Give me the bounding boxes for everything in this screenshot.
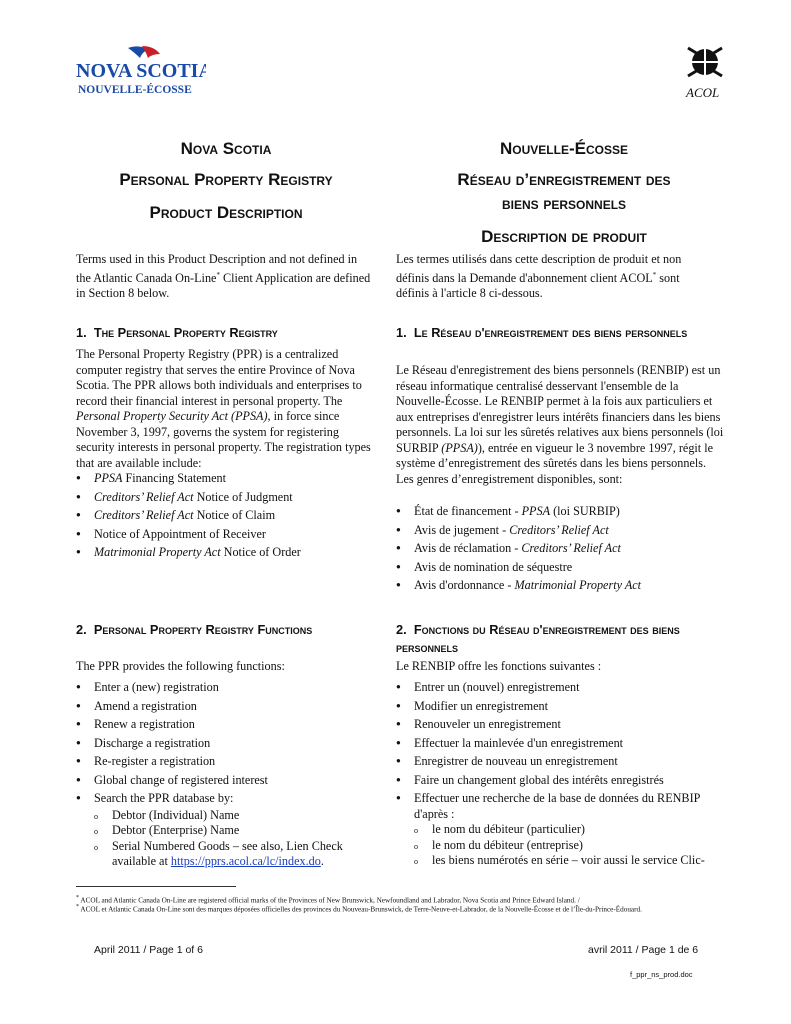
footnote-fr: * ACOL et Atlantic Canada On-Line sont des marques déposées officielles des provinces du Nouveau-Brunswick, de Terre-Neuve-et-Labrador, de la Nouvelle-Écosse et de l’Île-du-Prince-Édouard. xyxy=(76,904,642,914)
intro-fr: Les termes utilisés dans cette description de produit et non définis dans la Demande d'abonnement client ACOL* sont définis à l'article 8 ci-dessous. xyxy=(396,252,682,301)
list-item: ● Amend a registration xyxy=(76,697,376,716)
list-item: ● Global change of registered interest xyxy=(76,771,376,790)
list-item: ● Enregistrer de nouveau un enregistrement xyxy=(396,752,726,771)
list-item: ● Effectuer la mainlevée d'un enregistrement xyxy=(396,734,726,753)
list-item: o Serial Numbered Goods – see also, Lien Check available at https://pprs.acol.ca/lc/index.do. xyxy=(94,839,376,870)
section1-heading-fr: 1. Le Réseau d'enregistrement des biens personnels xyxy=(396,325,688,340)
list-item: ● Notice of Appointment of Receiver xyxy=(76,525,376,544)
list-item: ● Creditors’ Relief Act Notice of Judgment xyxy=(76,488,376,507)
page-footer-fr: avril 2011 / Page 1 de 6 xyxy=(588,944,699,956)
list-item: o le nom du débiteur (particulier) xyxy=(414,822,726,838)
section2-heading-fr: 2. Fonctions du Réseau d'enregistrement des biens personnels xyxy=(396,622,680,655)
section2-paragraph-en: The PPR provides the following functions: xyxy=(76,659,285,673)
functions-list-fr xyxy=(396,678,726,869)
list-item: o les biens numérotés en série – voir aussi le service Clic- xyxy=(414,853,726,869)
list-item: ● Effectuer une recherche de la base de données du RENBIP d'après : o le nom du débiteur (particulier) o le nom du débiteur (entreprise) o les biens numérotés en série – voir aussi le service Clic- xyxy=(396,789,726,869)
list-item: ● Entrer un (nouvel) enregistrement xyxy=(396,678,726,697)
section2-heading-en: 2. Personal Property Registry Functions xyxy=(76,622,313,637)
list-item: ● Avis de jugement - Creditors’ Relief Act xyxy=(396,521,726,540)
file-name: f_ppr_ns_prod.doc xyxy=(630,970,693,979)
page-footer-en: April 2011 / Page 1 of 6 xyxy=(94,944,203,956)
section2-paragraph-fr: Le RENBIP offre les fonctions suivantes : xyxy=(396,659,602,673)
logo-ns-bottom: NOUVELLE-ÉCOSSE xyxy=(78,84,192,96)
acol-logo xyxy=(680,42,730,100)
title-en-line1: Nova Scotia xyxy=(180,139,272,158)
title-fr-line3: Description de produit xyxy=(481,227,647,246)
list-item: ● Enter a (new) registration xyxy=(76,678,376,697)
list-item: ● PPSA Financing Statement xyxy=(76,469,376,488)
list-item: o le nom du débiteur (entreprise) xyxy=(414,838,726,854)
logo-acol-text: ACOL xyxy=(686,85,720,100)
list-item: ● Renew a registration xyxy=(76,715,376,734)
section1-heading-en: 1. The Personal Property Registry xyxy=(76,325,278,340)
list-item: ● Discharge a registration xyxy=(76,734,376,753)
list-item: ● Matrimonial Property Act Notice of Order xyxy=(76,543,376,562)
title-en-line3: Product Description xyxy=(149,203,303,222)
functions-list-en xyxy=(76,678,376,870)
list-item: ● Avis de nomination de séquestre xyxy=(396,558,726,577)
list-item: ● Avis de réclamation - Creditors’ Relief Act xyxy=(396,539,726,558)
list-item: ● Re-register a registration xyxy=(76,752,376,771)
section1-paragraph-fr: Le Réseau d'enregistrement des biens personnels (RENBIP) est un réseau informatique centralisé desservant l'ensemble de la Nouvelle-Écosse. Le RENBIP permet à la fois aux particuliers et aux entreprises d'enregistrer leurs intérêts financiers dans les biens personnels. La loi sur les sûretés relatives aux biens personnels (loi SURBIP (PPSA)), entrée en vigueur le 3 novembre 1997, régit le système d’enregistrement des sûretés dans les biens personnels. Les genres d’enregistrement disponibles, sont: xyxy=(396,363,724,486)
list-item: ● Modifier un enregistrement xyxy=(396,697,726,716)
section1-paragraph-en: The Personal Property Registry (PPR) is a centralized computer registry that serves the entire Province of Nova Scotia. The PPR allows both individuals and enterprises to record their financial interest in personal property. The Personal Property Security Act (PPSA), in force since November 3, 1997, governs the system for registering security interests in personal property. The registration types that are available include: xyxy=(76,347,371,470)
list-item: ● Search the PPR database by: o Debtor (Individual) Name o Debtor (Enterprise) Name o Serial Numbered Goods – see also, Lien Check available at https://pprs.acol.ca/lc/index.do. xyxy=(76,789,376,870)
search-options-list-fr xyxy=(414,822,726,869)
list-item: ● Renouveler un enregistrement xyxy=(396,715,726,734)
title-fr-line2b: biens personnels xyxy=(501,194,627,213)
title-fr-line2: Réseau d’enregistrement des xyxy=(457,170,671,189)
lien-check-link[interactable]: https://pprs.acol.ca/lc/index.do xyxy=(170,854,321,868)
list-item: ● Creditors’ Relief Act Notice of Claim xyxy=(76,506,376,525)
footnote-en: * ACOL and Atlantic Canada On-Line are registered official marks of the Provinces of New Brunswick, Newfoundland and Labrador, Nova Scotia and Prince Edward Island. / xyxy=(76,895,580,905)
list-item: ● Faire un changement global des intérêts enregistrés xyxy=(396,771,726,790)
logo-ns-top: NOVA SCOTIA xyxy=(76,60,206,82)
title-fr-line1: Nouvelle-Écosse xyxy=(500,139,628,158)
list-item: ● État de financement - PPSA (loi SURBIP) xyxy=(396,502,726,521)
list-item: o Debtor (Enterprise) Name xyxy=(94,823,376,839)
intro-en: Terms used in this Product Description and not defined in the Atlantic Canada On-Line* Client Application are defined in Section 8 below. xyxy=(76,252,371,301)
list-item: o Debtor (Individual) Name xyxy=(94,808,376,824)
registration-types-list-en xyxy=(76,469,376,562)
search-options-list-en xyxy=(94,808,376,870)
footnote-separator xyxy=(76,886,236,887)
title-en-line2: Personal Property Registry xyxy=(119,170,333,189)
list-item: ● Avis d'ordonnance - Matrimonial Property Act xyxy=(396,576,726,595)
nova-scotia-logo xyxy=(76,44,206,100)
registration-types-list-fr xyxy=(396,502,726,595)
